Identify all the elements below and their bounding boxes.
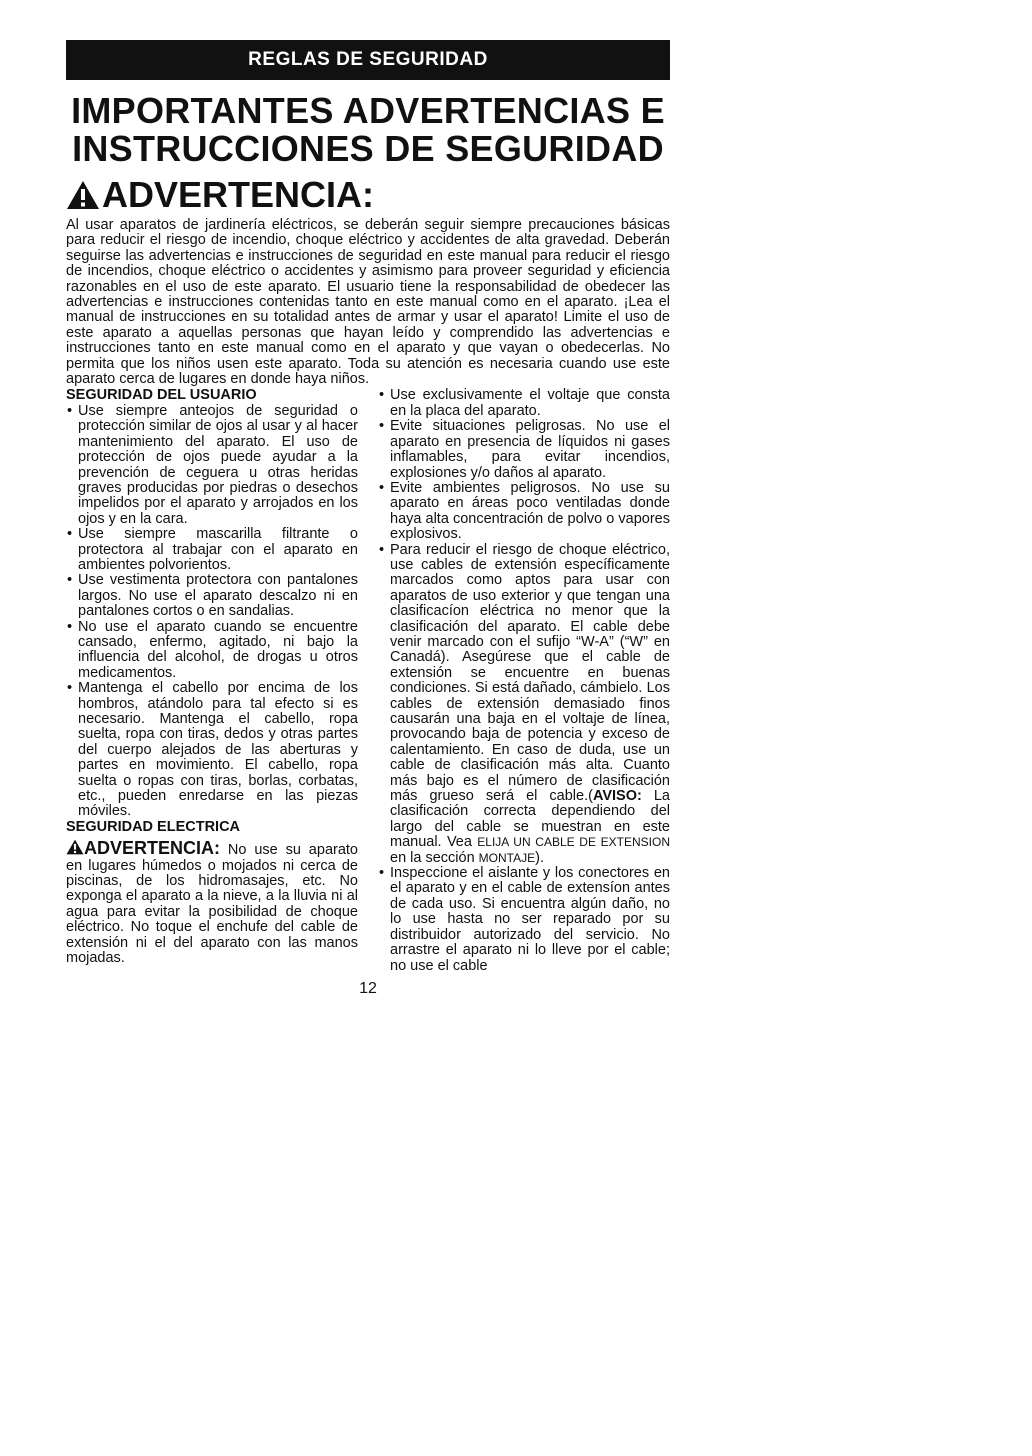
list-item: • Use exclusivamente el voltaje que consta en la placa del aparato. (378, 388, 670, 419)
list-item: • Use siempre mascarilla filtrante o protectora al trabajar con el aparato en ambientes polvorientos. (66, 527, 358, 573)
warning-triangle-icon (66, 839, 84, 855)
cord-reference: ELIJA UN CABLE DE EXTENSION (477, 835, 670, 850)
warning-heading-text: ADVERTENCIA: (102, 174, 375, 215)
section-banner: REGLAS DE SEGURIDAD (66, 40, 670, 80)
list-item: • Evite ambientes peligrosos. No use su aparato en áreas poco ventiladas donde haya alta concentración de polvo o vapores explosivos. (378, 481, 670, 543)
user-safety-list (66, 404, 358, 820)
electric-warning-label: ADVERTENCIA: (84, 838, 221, 859)
electric-safety-list (378, 388, 670, 973)
list-item-extension-cord (378, 543, 670, 867)
list-item: • Mantenga el cabello por encima de los hombros, atándolo para tal efecto si es necesario. Mantenga el cabello, ropa suelta, ropa con tiras, dedos y otras partes del cuerpo alejados de las aberturas y partes en movimiento. El cabello, ropa suelta o ropas con tiras, borlas, corbatas, etc., pueden enredarse en las piezas móviles. (66, 681, 358, 820)
cord-text-1: Para reducir el riesgo de choque eléctrico, use cables de extensión específicamente marcados como aptos para usar con aparatos de uso exterior y que tengan una clasificacíon eléctrica no menor que la clasificación del aparato. El cable debe venir marcado con el sufijo “W-A” (“W” en Canadá). Asegúrese que el cable de extensión se encuentre en buenas condiciones. Si está dañado, cámbielo. Los cables de extensión demasiado finos causarán una baja en el voltaje de línea, provocando baja de potencia y exceso de calentamiento. En caso de duda, use un cable de clasificación más alta. Cuanto más bajo es el número de clasificación más grueso será el cable.( (390, 541, 670, 805)
electric-safety-heading: SEGURIDAD ELECTRICA (66, 818, 241, 835)
list-item: • Use siempre anteojos de seguridad o protección similar de ojos al usar y al hacer mantenimiento del aparato. El uso de protección de ojos puede ayudar a la prevención de ceguera u otras heridas graves producidas por piedras o desechos impelidos por el aparato y arrojados en los ojos y en la cara. (66, 404, 358, 527)
warning-triangle-icon (66, 180, 100, 210)
page-number: 12 (359, 979, 377, 997)
right-column (378, 388, 670, 973)
title-line-2: INSTRUCCIONES DE SEGURIDAD (72, 128, 664, 169)
cord-text-2: La clasificación correcta dependiendo del largo del cable se muestran en este manual. Vea (390, 788, 670, 851)
electric-warning (66, 839, 358, 966)
cord-section: MONTAJE (478, 850, 536, 865)
left-column (66, 388, 358, 973)
list-item: • Evite situaciones peligrosas. No use el aparato en presencia de líquidos ni gases inflamables, para evitar incendios, explosiones y/o daños al aparato. (378, 419, 670, 481)
warning-intro: Al usar aparatos de jardinería eléctricos, se deberán seguir siempre precauciones básicas para reducir el riesgo de incendio, choque eléctrico y accidentes de alta gravedad. Deberán seguirse las advertencias e instrucciones de seguridad en este manual para reducir el riesgo de incendios, choque eléctrico o accidentes y asimismo para proveer seguridad y eficiencia razonables en el uso de este aparato. El usuario tiene la responsabilidad de obedecer las advertencias e instrucciones contenidas tanto en este manual como en el aparato. ¡Lea el manual de instrucciones en su totalidad antes de armar y usar el aparato! Limite el uso de este aparato a aquellas personas que hayan leído y comprendido las advertencias e instrucciones tanto en este manual como en el aparato y que vayan o obedecerlas. No permita que los niños usen este aparato. Toda su atención es necesaria cuando use este aparato cerca de lugares en donde haya niños. (66, 217, 670, 388)
user-safety-heading: SEGURIDAD DEL USUARIO (66, 387, 257, 404)
list-item: • Inspeccione el aislante y los conectores en el aparato y en el cable de extensíon antes de cada uso. Si encuentra algún daño, no lo use hasta no ser reparado por su distribuidor autorizado del servicio. No arrastre el aparato ni lo lleve por el cable; no use el cable (378, 866, 670, 974)
list-item: • No use el aparato cuando se encuentre cansado, enfermo, agitado, ni bajo la influencia del alcohol, de drogas u otros medicamentos. (66, 620, 358, 682)
title-line-1: IMPORTANTES ADVERTENCIAS E (71, 90, 665, 131)
electric-warning-text: No use su aparato en lugares húmedos o mojados ni cerca de piscinas, de los hidromasajes, etc. No exponga el aparato a la nieve, a la lluvia ni al agua para evitar la posibilidad de choque eléctrico. No toque el enchufe del cable de extensión ni el del aparato con las manos mojadas. (66, 842, 358, 967)
cord-text-3: en la sección (390, 849, 479, 866)
list-item: • Use vestimenta protectora con pantalones largos. No use el aparato descalzo ni en pantalones cortos o en sandalias. (66, 573, 358, 619)
warning-heading (66, 176, 670, 214)
manual-page (66, 40, 670, 998)
aviso-label: AVISO: (592, 788, 642, 805)
page-title (66, 92, 670, 168)
cord-text-4: ). (535, 849, 544, 866)
two-columns (66, 388, 670, 973)
